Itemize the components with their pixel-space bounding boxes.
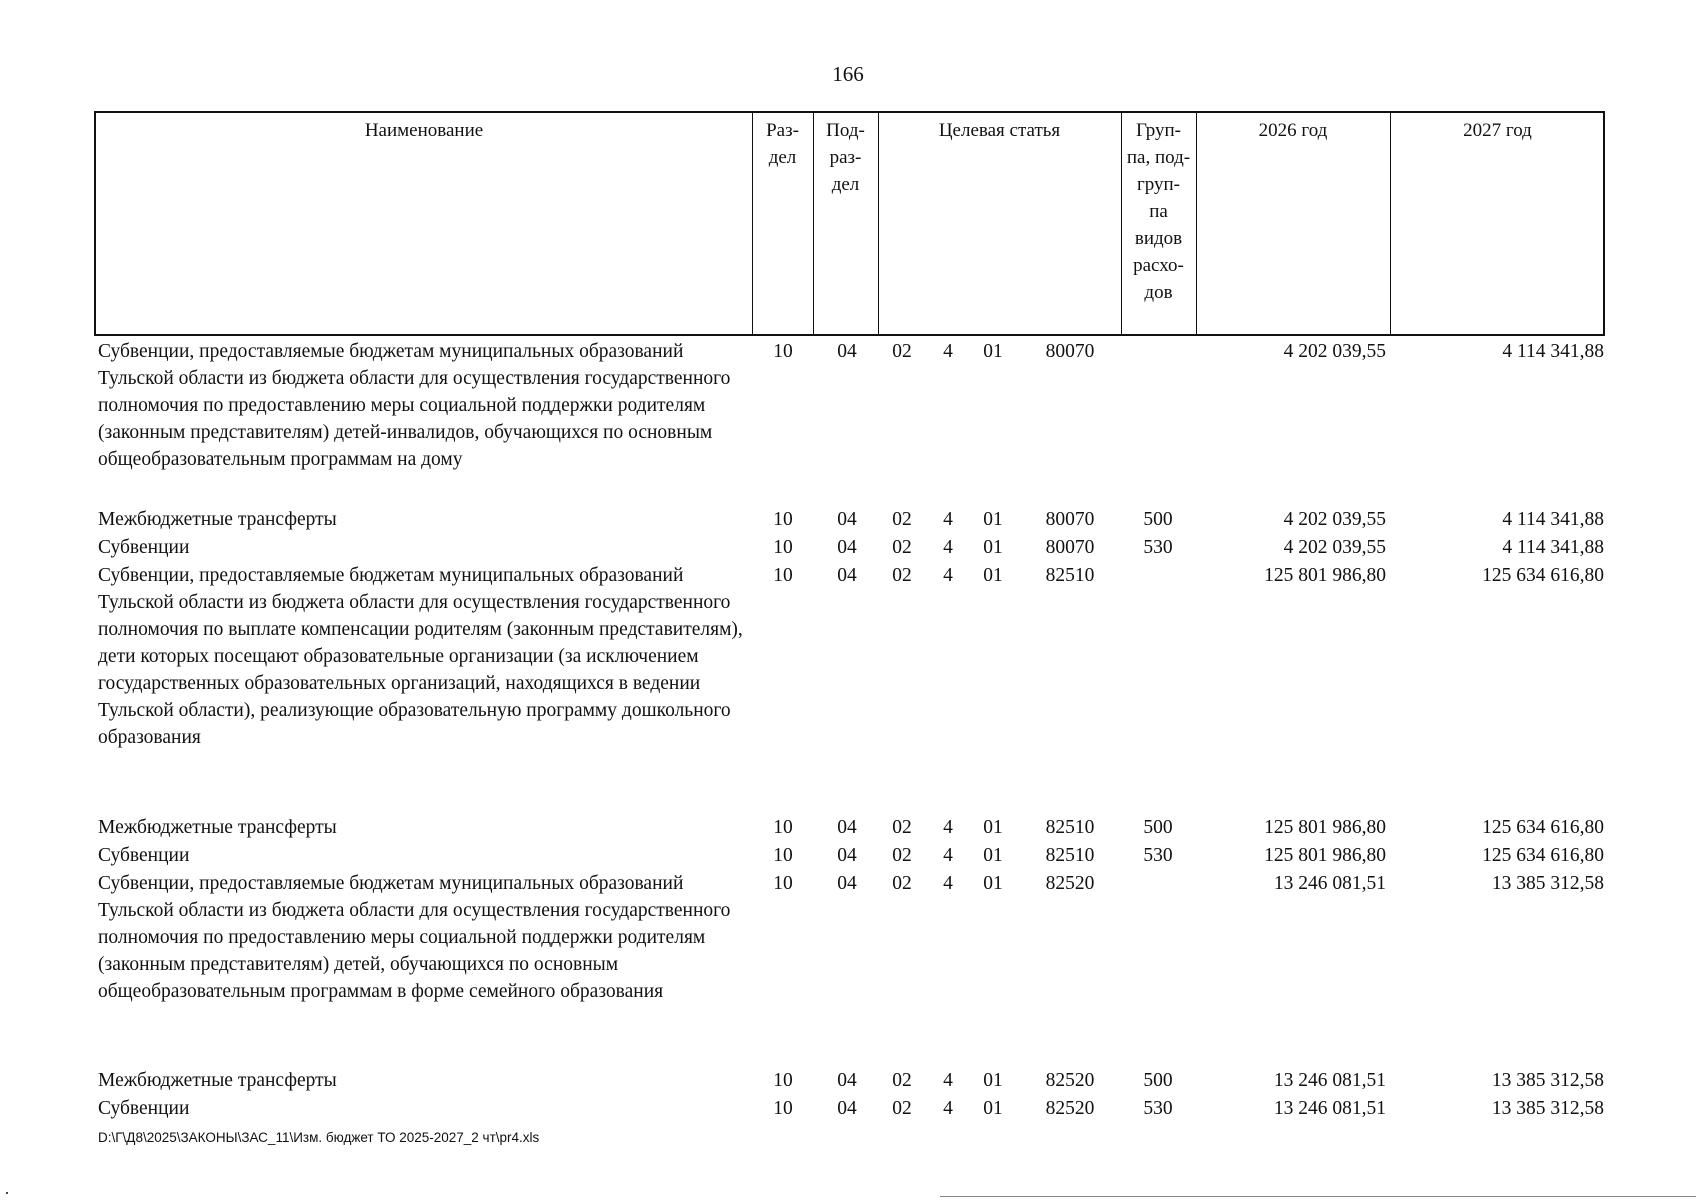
header-group-line: расхо- [1133, 255, 1184, 276]
row-target-type: 4 [943, 537, 953, 558]
row-podrazdel: 04 [837, 509, 857, 530]
row-amount-2026: 13 246 081,51 [1273, 1070, 1386, 1091]
row-target-subprogram: 01 [983, 845, 1003, 866]
header-podrazdel-line: Под- [826, 120, 865, 141]
row-expense-group: 530 [1143, 845, 1173, 866]
row-razdel: 10 [773, 565, 793, 586]
row-target-subprogram: 01 [983, 565, 1003, 586]
row-target-program: 02 [892, 817, 912, 838]
row-target-direction: 80070 [1045, 341, 1095, 362]
row-name: Субвенции [98, 1098, 190, 1119]
row-podrazdel: 04 [837, 565, 857, 586]
row-target-program: 02 [892, 537, 912, 558]
row-podrazdel: 04 [837, 1098, 857, 1119]
row-amount-2027: 125 634 616,80 [1482, 565, 1604, 586]
row-amount-2027: 4 114 341,88 [1502, 509, 1604, 530]
row-amount-2027: 125 634 616,80 [1482, 817, 1604, 838]
table-header [94, 111, 1605, 336]
row-target-direction: 82510 [1045, 845, 1095, 866]
row-expense-group: 500 [1143, 817, 1173, 838]
row-target-program: 02 [892, 845, 912, 866]
row-target-program: 02 [892, 1070, 912, 1091]
row-amount-2027: 125 634 616,80 [1482, 845, 1604, 866]
row-amount-2026: 4 202 039,55 [1283, 341, 1386, 362]
row-razdel: 10 [773, 873, 793, 894]
row-amount-2026: 4 202 039,55 [1283, 509, 1386, 530]
header-group-line: дов [1144, 282, 1173, 303]
row-target-direction: 82520 [1045, 1098, 1095, 1119]
row-target-direction: 80070 [1045, 537, 1095, 558]
header-podrazdel [813, 117, 878, 198]
row-expense-group: 500 [1143, 1070, 1173, 1091]
page-number: 166 [832, 62, 864, 86]
row-target-program: 02 [892, 565, 912, 586]
row-target-subprogram: 01 [983, 817, 1003, 838]
scan-edge-line [940, 1196, 1696, 1197]
row-amount-2027: 13 385 312,58 [1491, 1098, 1604, 1119]
row-amount-2027: 4 114 341,88 [1502, 537, 1604, 558]
row-name: Субвенции, предоставляемые бюджетам муниципальных образований Тульской области из бюджета области для осуществления государственного полномочия по выплате компенсации родителям (законным представителям), дети которых посещают образовательные организации (за исключением государственных образовательных организаций, находящихся в ведении Тульской области), реализующие образовательную программу дошкольного образования [98, 565, 743, 748]
header-podrazdel-line: дел [831, 174, 860, 195]
header-group-line: Груп- [1135, 120, 1182, 141]
header-name: Наименование [364, 120, 484, 141]
row-target-type: 4 [943, 873, 953, 894]
header-divider [1390, 113, 1391, 334]
row-amount-2026: 13 246 081,51 [1273, 1098, 1386, 1119]
row-target-program: 02 [892, 509, 912, 530]
row-target-type: 4 [943, 565, 953, 586]
row-expense-group: 530 [1143, 537, 1173, 558]
row-amount-2026: 4 202 039,55 [1283, 537, 1386, 558]
row-name: Субвенции, предоставляемые бюджетам муниципальных образований Тульской области из бюджета области для осуществления государственного полномочия по предоставлению меры социальной поддержки родителям (законным представителям) детей, обучающихся по основным общеобразовательным программам в форме семейного образования [98, 873, 731, 1002]
row-amount-2026: 13 246 081,51 [1273, 873, 1386, 894]
row-name: Межбюджетные трансферты [98, 1070, 337, 1091]
header-group-line: па, под- [1126, 147, 1191, 168]
row-target-type: 4 [943, 341, 953, 362]
row-target-subprogram: 01 [983, 1070, 1003, 1091]
row-target-subprogram: 01 [983, 537, 1003, 558]
row-razdel: 10 [773, 341, 793, 362]
row-podrazdel: 04 [837, 845, 857, 866]
row-target-program: 02 [892, 341, 912, 362]
header-group-line: груп- [1136, 174, 1181, 195]
row-podrazdel: 04 [837, 341, 857, 362]
row-amount-2026: 125 801 986,80 [1264, 845, 1386, 866]
row-amount-2026: 125 801 986,80 [1264, 817, 1386, 838]
row-razdel: 10 [773, 1070, 793, 1091]
header-razdel-line: Раз- [766, 120, 799, 141]
row-expense-group: 530 [1143, 1098, 1173, 1119]
row-razdel: 10 [773, 845, 793, 866]
row-razdel: 10 [773, 817, 793, 838]
header-podrazdel-line: раз- [829, 147, 862, 168]
row-target-subprogram: 01 [983, 873, 1003, 894]
header-razdel-line: дел [768, 147, 797, 168]
row-target-direction: 82520 [1045, 873, 1095, 894]
row-name: Межбюджетные трансферты [98, 509, 337, 530]
row-name: Субвенции [98, 845, 190, 866]
header-divider [1196, 113, 1197, 334]
row-target-direction: 82510 [1045, 817, 1095, 838]
row-podrazdel: 04 [837, 1070, 857, 1091]
row-target-program: 02 [892, 873, 912, 894]
row-podrazdel: 04 [837, 537, 857, 558]
row-target-program: 02 [892, 1098, 912, 1119]
file-path-footer: D:\Г\Д8\2025\ЗАКОНЫ\ЗАС_11\Изм. бюджет ТО 2025-2027_2 чт\pr4.xls [98, 1130, 540, 1145]
row-amount-2027: 13 385 312,58 [1491, 873, 1604, 894]
header-target-article: Целевая статья [938, 120, 1061, 141]
row-target-type: 4 [943, 509, 953, 530]
row-expense-group: 500 [1143, 509, 1173, 530]
row-name: Субвенции [98, 537, 190, 558]
scan-speck [6, 1192, 8, 1194]
row-target-subprogram: 01 [983, 509, 1003, 530]
header-year-2027: 2027 год [1463, 120, 1532, 141]
row-amount-2027: 4 114 341,88 [1502, 341, 1604, 362]
row-amount-2027: 13 385 312,58 [1491, 1070, 1604, 1091]
row-podrazdel: 04 [837, 817, 857, 838]
header-group-line: видов [1134, 228, 1183, 249]
row-target-direction: 82510 [1045, 565, 1095, 586]
row-name: Межбюджетные трансферты [98, 817, 337, 838]
row-target-subprogram: 01 [983, 1098, 1003, 1119]
header-razdel [752, 117, 813, 171]
row-target-subprogram: 01 [983, 341, 1003, 362]
header-group-line: па [1149, 201, 1168, 222]
row-target-direction: 82520 [1045, 1070, 1095, 1091]
row-target-type: 4 [943, 1070, 953, 1091]
row-razdel: 10 [773, 537, 793, 558]
row-target-direction: 80070 [1045, 509, 1095, 530]
row-amount-2026: 125 801 986,80 [1264, 565, 1386, 586]
header-group [1121, 117, 1196, 306]
row-name: Субвенции, предоставляемые бюджетам муниципальных образований Тульской области из бюджета области для осуществления государственного полномочия по предоставлению меры социальной поддержки родителям (законным представителям) детей-инвалидов, обучающихся по основным общеобразовательным программам на дому [98, 341, 731, 470]
header-divider [878, 113, 879, 334]
row-target-type: 4 [943, 817, 953, 838]
row-razdel: 10 [773, 1098, 793, 1119]
row-target-type: 4 [943, 1098, 953, 1119]
row-razdel: 10 [773, 509, 793, 530]
row-podrazdel: 04 [837, 873, 857, 894]
row-target-type: 4 [943, 845, 953, 866]
header-year-2026: 2026 год [1258, 120, 1328, 141]
